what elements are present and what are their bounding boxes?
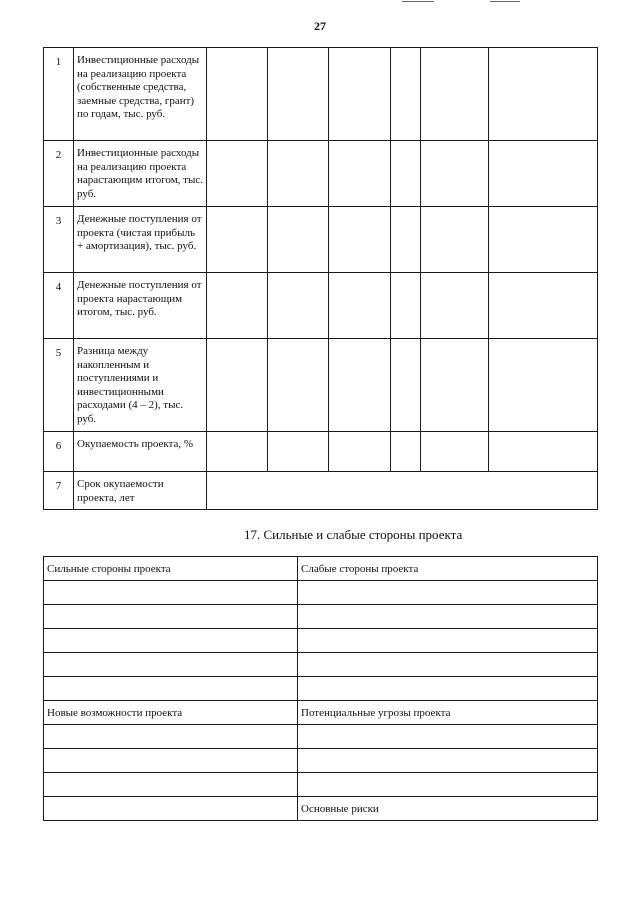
empty-cell <box>489 339 598 432</box>
empty-cell <box>421 273 489 339</box>
empty-cell <box>44 725 298 749</box>
empty-cell <box>268 207 329 273</box>
empty-cell <box>44 677 298 701</box>
row-number: 1 <box>44 48 74 141</box>
empty-cell <box>489 48 598 141</box>
empty-cell <box>489 141 598 207</box>
empty-cell <box>329 141 391 207</box>
row-label: Окупаемость проекта, % <box>74 432 207 472</box>
table-row <box>44 725 598 749</box>
empty-cell <box>268 432 329 472</box>
row-label: Денежные поступления от проекта (чистая прибыль + амортизация), тыс. руб. <box>74 207 207 273</box>
empty-cell <box>489 273 598 339</box>
empty-cell <box>421 48 489 141</box>
empty-cell <box>207 207 268 273</box>
empty-cell <box>44 653 298 677</box>
empty-cell <box>298 605 598 629</box>
merged-empty-cell <box>207 472 598 510</box>
empty-cell <box>391 339 421 432</box>
risks-label: Основные риски <box>298 797 598 821</box>
empty-cell <box>44 629 298 653</box>
row-number: 6 <box>44 432 74 472</box>
empty-cell <box>298 773 598 797</box>
section-title: 17. Сильные и слабые стороны проекта <box>244 527 463 542</box>
page-number: 27 <box>314 19 326 33</box>
empty-cell <box>391 432 421 472</box>
row-number: 3 <box>44 207 74 273</box>
row-label: Срок окупаемости проекта, лет <box>74 472 207 510</box>
empty-cell <box>207 48 268 141</box>
empty-cell <box>268 273 329 339</box>
empty-cell <box>207 273 268 339</box>
empty-cell <box>298 725 598 749</box>
empty-cell <box>207 432 268 472</box>
empty-cell <box>268 48 329 141</box>
table-row <box>44 472 598 510</box>
row-number: 7 <box>44 472 74 510</box>
table-row <box>44 701 598 725</box>
row-number: 4 <box>44 273 74 339</box>
table-row <box>44 749 598 773</box>
threats-header: Потенциальные угрозы проекта <box>298 701 598 725</box>
empty-cell <box>298 629 598 653</box>
empty-cell <box>44 773 298 797</box>
empty-cell <box>329 432 391 472</box>
empty-cell <box>298 677 598 701</box>
empty-cell <box>44 581 298 605</box>
strengths-header: Сильные стороны проекта <box>44 557 298 581</box>
opportunities-header: Новые возможности проекта <box>44 701 298 725</box>
table-row <box>44 773 598 797</box>
table-row <box>44 339 598 432</box>
indicators-table <box>43 47 598 510</box>
empty-cell <box>298 749 598 773</box>
table-row <box>44 629 598 653</box>
table-row <box>44 653 598 677</box>
empty-cell <box>391 141 421 207</box>
empty-cell <box>268 339 329 432</box>
empty-cell <box>207 339 268 432</box>
table-row <box>44 207 598 273</box>
table-row <box>44 48 598 141</box>
table-row <box>44 605 598 629</box>
empty-cell <box>298 653 598 677</box>
empty-cell <box>268 141 329 207</box>
empty-cell <box>391 207 421 273</box>
row-label: Разница между накопленным и поступлениями и инвестиционными расходами (4 – 2), тыс. руб. <box>74 339 207 432</box>
table-row <box>44 141 598 207</box>
empty-cell <box>44 605 298 629</box>
table-row <box>44 432 598 472</box>
empty-cell <box>489 207 598 273</box>
table-row <box>44 557 598 581</box>
empty-cell <box>421 207 489 273</box>
empty-cell <box>44 749 298 773</box>
empty-cell <box>489 432 598 472</box>
swot-table <box>43 556 598 821</box>
empty-cell <box>329 273 391 339</box>
empty-cell <box>298 581 598 605</box>
table-row <box>44 273 598 339</box>
row-label: Инвестиционные расходы на реализацию проекта (собственные средства, заемные средства, грант) по годам, тыс. руб. <box>74 48 207 141</box>
row-label: Инвестиционные расходы на реализацию проекта нарастающим итогом, тыс. руб. <box>74 141 207 207</box>
empty-cell <box>44 797 298 821</box>
empty-cell <box>391 273 421 339</box>
weaknesses-header: Слабые стороны проекта <box>298 557 598 581</box>
table-row <box>44 581 598 605</box>
empty-cell <box>329 339 391 432</box>
empty-cell <box>421 432 489 472</box>
empty-cell <box>329 48 391 141</box>
empty-cell <box>391 48 421 141</box>
table-row <box>44 677 598 701</box>
row-number: 5 <box>44 339 74 432</box>
scan-top-marks <box>400 0 540 4</box>
empty-cell <box>207 141 268 207</box>
row-label: Денежные поступления от проекта нарастающим итогом, тыс. руб. <box>74 273 207 339</box>
empty-cell <box>421 339 489 432</box>
empty-cell <box>329 207 391 273</box>
table-row <box>44 797 598 821</box>
empty-cell <box>421 141 489 207</box>
row-number: 2 <box>44 141 74 207</box>
